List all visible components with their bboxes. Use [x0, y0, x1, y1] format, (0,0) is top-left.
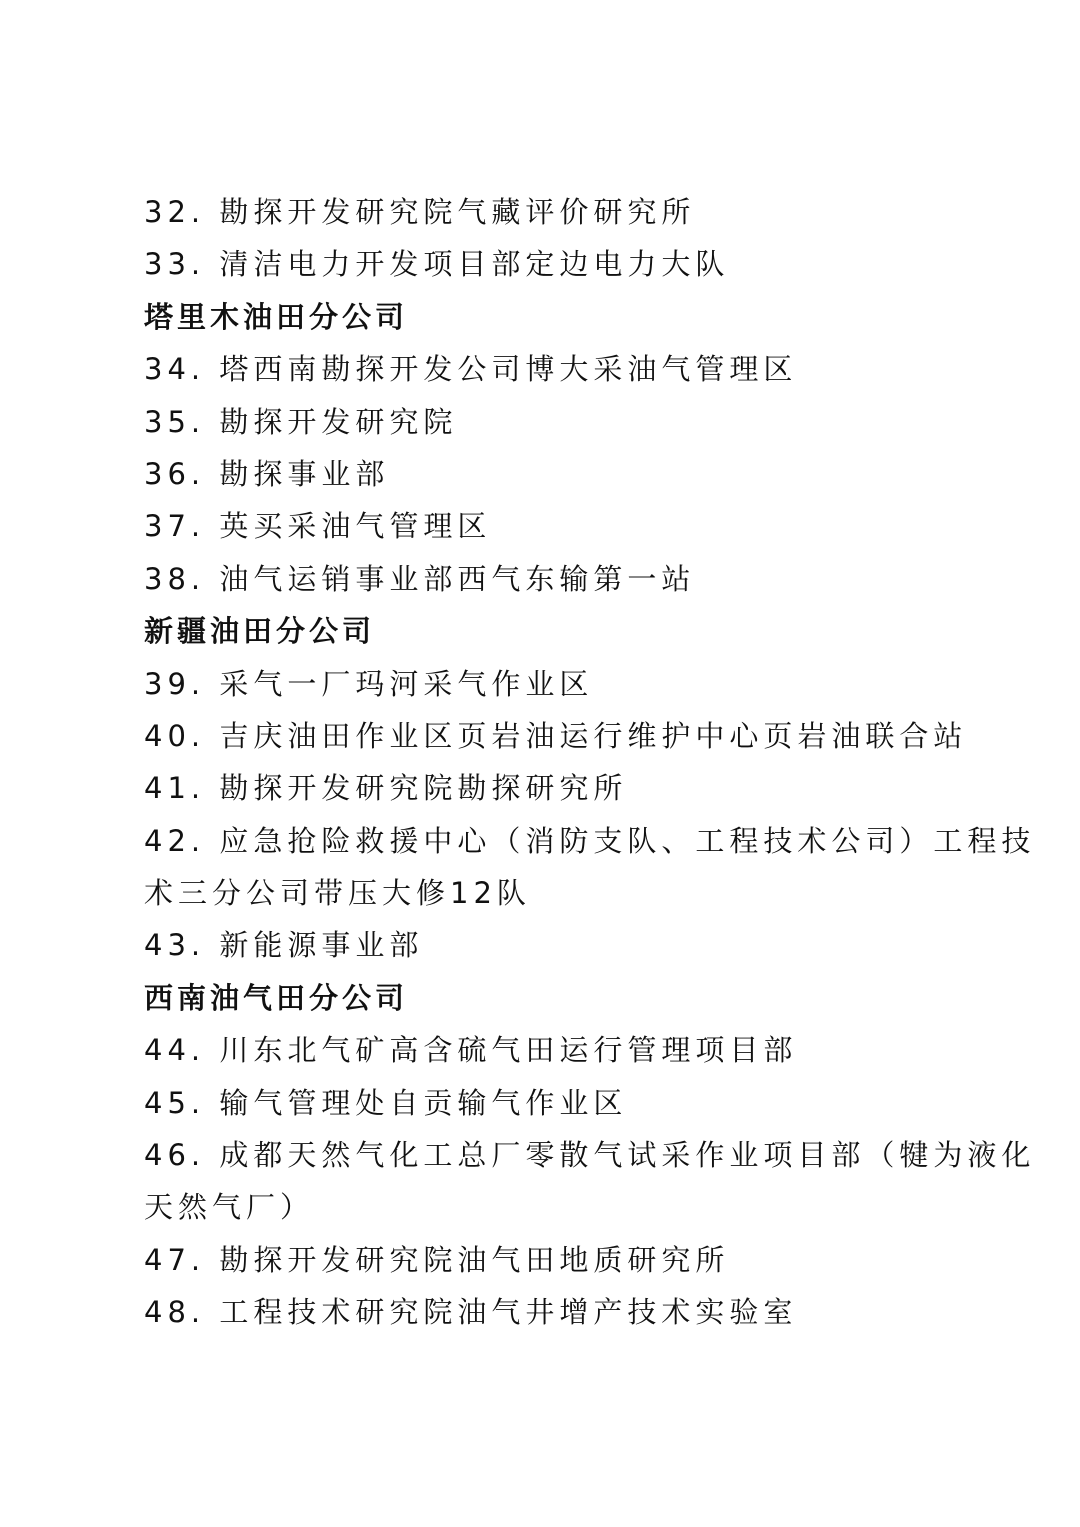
list-item-32: 32. 勘探开发研究院气藏评价研究所	[144, 195, 696, 229]
section-heading-tarim: 塔里木油田分公司	[144, 299, 409, 334]
section-heading-southwest: 西南油气田分公司	[144, 980, 409, 1015]
list-item-33: 33. 清洁电力开发项目部定边电力大队	[144, 247, 730, 282]
section-heading-xinjiang: 新疆油田分公司	[144, 614, 376, 649]
list-item-47: 47. 勘探开发研究院油气田地质研究所	[144, 1242, 730, 1277]
list-item-37: 37. 英买采油气管理区	[144, 509, 492, 544]
list-item-34: 34. 塔西南勘探开发公司博大采油气管理区	[144, 352, 798, 387]
list-item-41: 41. 勘探开发研究院勘探研究所	[144, 771, 628, 806]
list-item-46-continued: 天然气厂）	[144, 1190, 315, 1225]
list-item-46: 46. 成都天然气化工总厂零散气试采作业项目部（犍为液化	[144, 1138, 1036, 1173]
list-item-43: 43. 新能源事业部	[144, 928, 424, 963]
list-item-38: 38. 油气运销事业部西气东输第一站	[144, 561, 696, 596]
list-item-39: 39. 采气一厂玛河采气作业区	[144, 666, 594, 701]
list-item-35: 35. 勘探开发研究院	[144, 404, 458, 439]
list-item-45: 45. 输气管理处自贡输气作业区	[144, 1085, 628, 1120]
list-item-44: 44. 川东北气矿高含硫气田运行管理项目部	[144, 1033, 798, 1068]
list-item-36: 36. 勘探事业部	[144, 456, 390, 491]
list-item-48: 48. 工程技术研究院油气井增产技术实验室	[144, 1295, 798, 1330]
document-page	[144, 186, 1036, 1339]
list-item-42: 42. 应急抢险救援中心（消防支队、工程技术公司）工程技	[144, 823, 1036, 858]
list-item-40: 40. 吉庆油田作业区页岩油运行维护中心页岩油联合站	[144, 718, 968, 753]
list-item-42-continued: 术三分公司带压大修12队	[144, 876, 531, 911]
